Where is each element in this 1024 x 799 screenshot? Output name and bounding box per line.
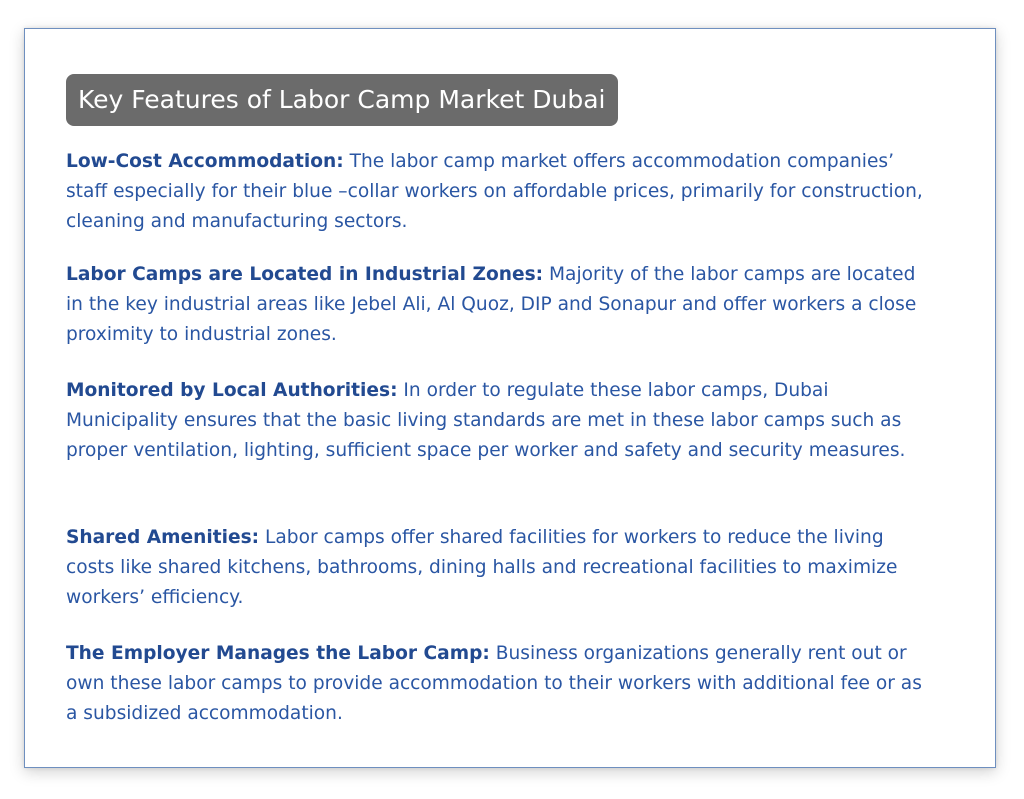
- page-title: Key Features of Labor Camp Market Dubai: [66, 74, 618, 126]
- feature-employer-manages: [66, 639, 926, 729]
- feature-local-authorities: [66, 376, 926, 466]
- feature-industrial-zones: [66, 260, 926, 350]
- feature-term: Labor Camps are Located in Industrial Zones:: [66, 264, 544, 285]
- feature-low-cost-accommodation: [66, 147, 926, 237]
- feature-text: The labor camp market offers accommodation companies’ staff especially for their blue –collar workers on affordable prices, primarily for construction, cleaning and manufacturing sectors.: [66, 151, 923, 232]
- feature-text: In order to regulate these labor camps, Dubai Municipality ensures that the basic living standards are met in these labor camps such as proper ventilation, lighting, sufficient space per worker and safety and security measures.: [66, 380, 906, 461]
- feature-text: Majority of the labor camps are located in the key industrial areas like Jebel Ali, Al Quoz, DIP and Sonapur and offer workers a close proximity to industrial zones.: [66, 264, 917, 345]
- feature-term: Low-Cost Accommodation:: [66, 151, 344, 172]
- feature-text: Labor camps offer shared facilities for workers to reduce the living costs like shared kitchens, bathrooms, dining halls and recreational facilities to maximize workers’ efficiency.: [66, 527, 898, 608]
- feature-term: Shared Amenities:: [66, 527, 260, 548]
- features-card: [24, 28, 996, 768]
- feature-term: Monitored by Local Authorities:: [66, 380, 398, 401]
- feature-shared-amenities: [66, 523, 926, 613]
- feature-text: Business organizations generally rent out or own these labor camps to provide accommodation to their workers with additional fee or as a subsidized accommodation.: [66, 643, 922, 724]
- feature-term: The Employer Manages the Labor Camp:: [66, 643, 490, 664]
